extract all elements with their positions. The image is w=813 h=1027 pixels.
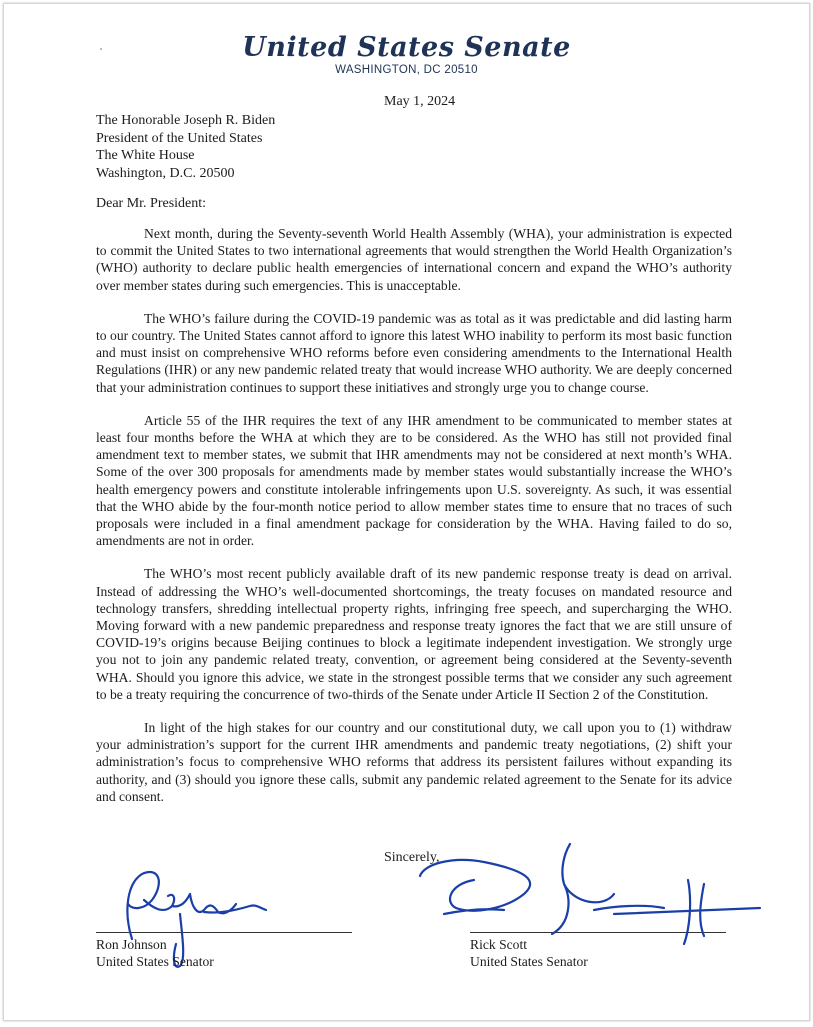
letterhead [4, 32, 809, 76]
signer-title: United States Senator [470, 954, 588, 969]
letter-page [3, 3, 810, 1021]
senate-location: WASHINGTON, DC 20510 [335, 64, 478, 76]
addressee-line: The Honorable Joseph R. Biden [96, 113, 276, 128]
addressee-line: The White House [96, 148, 195, 163]
body-paragraph: Article 55 of the IHR requires the text of any IHR amendment to be communicated to member states at least four months before the WHA at which they are to be considered. As the WHO has still not provided final amendment text to member states, we submit that IHR amendments may not be considered at next month’s WHA. Some of the over 300 proposals for amendments made by member states would substantially increase the WHO’s health emergency powers and constitute intolerable infringements upon U.S. sovereignty. As such, it was essential that the WHO abide by the four-month notice period to allow member states time to ensure that no traces of such proposals were included in a final amendment package for consideration by the WHA. Having failed to do so, amendments are not in order. [96, 412, 732, 549]
salutation: Dear Mr. President: [96, 196, 207, 211]
addressee-block [96, 112, 275, 182]
signature-line-johnson [96, 932, 352, 933]
signer-block-johnson [96, 936, 214, 970]
letter-body [96, 225, 732, 821]
scott-signature [420, 844, 760, 944]
signer-block-scott [470, 936, 588, 970]
signer-name: Rick Scott [470, 937, 528, 952]
signer-name: Ron Johnson [96, 937, 167, 952]
body-paragraph: Next month, during the Seventy-seventh World Health Assembly (WHA), your administration is expected to commit the United States to two international agreements that would strengthen the World Health Organization’s (WHO) authority to declare public health emergencies of international concern and expand the WHO’s authority over member states during such emergencies. This is unacceptable. [96, 226, 732, 293]
closing: Sincerely, [384, 850, 440, 865]
addressee-line: President of the United States [96, 130, 263, 146]
letter-date: May 1, 2024 [384, 94, 456, 109]
body-paragraph: The WHO’s most recent publicly available draft of its new pandemic response treaty is dead on arrival. Instead of addressing the WHO’s well-documented shortcomings, the treaty focuses on mandated resource and technology transfers, shredding intellectual property rights, infringing free speech, and supercharging the WHO. Moving forward with a new pandemic preparedness and response treaty ignores the fact that we are still unsure of COVID-19’s origins because Beijing continues to block a legitimate independent investigation. We strongly urge you not to join any pandemic related treaty, convention, or agreement being considered at the Seventy-seventh WHA. Should you ignore this advice, we state in the strongest possible terms that we consider any such agreement to be a treaty requiring the concurrence of two-thirds of the Senate under Article II Section 2 of the Constitution. [96, 566, 732, 702]
body-paragraph: In light of the high stakes for our country and our constitutional duty, we call upon you to (1) withdraw your administration’s support for the current IHR amendments and pandemic treaty negotiations, (2) shift your administration’s focus to comprehensive WHO reforms that address its persistent failures without expanding its authority, and (3) should you ignore these calls, submit any pandemic related agreement to the Senate for its advice and consent. [96, 720, 732, 804]
signer-title: United States Senator [96, 954, 214, 969]
senate-title: United States Senate [242, 32, 571, 63]
addressee-line: Washington, D.C. 20500 [96, 165, 235, 181]
signature-line-scott [470, 932, 726, 933]
body-paragraph: The WHO’s failure during the COVID-19 pandemic was as total as it was predictable and did lasting harm to our country. The United States cannot afford to ignore this latest WHO inability to perform its most basic function and must insist on comprehensive WHO reforms before even considering amendments to the International Health Regulations (IHR) or any new pandemic related treaty that would increase WHO authority. We are deeply concerned that your administration continues to support these initiatives and strongly urge you to change course. [96, 310, 732, 395]
